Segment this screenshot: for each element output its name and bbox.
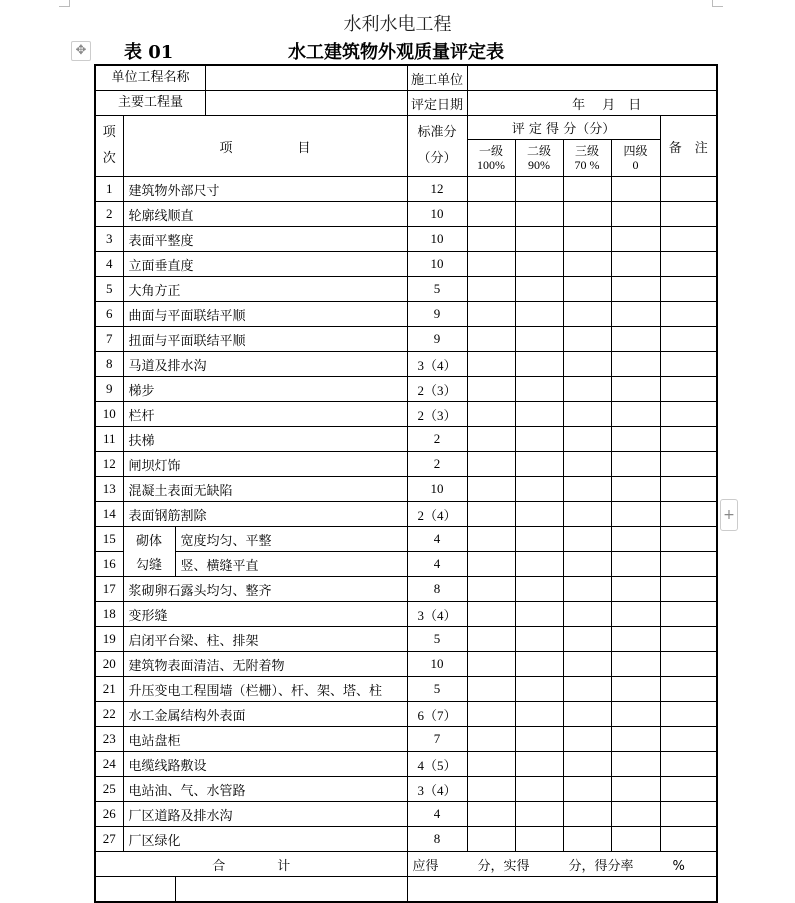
row-item: 水工金属结构外表面 xyxy=(123,702,407,727)
row-item: 表面钢筋割除 xyxy=(123,502,407,527)
score-cell-level-4[interactable] xyxy=(611,277,660,302)
table-row xyxy=(95,327,717,352)
score-cell-level-2[interactable] xyxy=(515,777,563,802)
table-row xyxy=(95,652,717,677)
col-header-level-4: 四级 0 xyxy=(611,140,660,177)
remarks-cell[interactable] xyxy=(660,677,717,702)
row-no: 10 xyxy=(95,402,123,427)
score-cell-level-1[interactable] xyxy=(467,452,515,477)
row-standard-score: 4 xyxy=(407,527,467,552)
score-cell-level-4[interactable] xyxy=(611,727,660,752)
document-title: 水工建筑物外观质量评定表 xyxy=(288,42,504,63)
add-column-button[interactable]: + xyxy=(720,499,738,531)
table-row xyxy=(95,752,717,777)
row-no: 23 xyxy=(95,727,123,752)
table-row xyxy=(95,277,717,302)
score-cell-level-4[interactable] xyxy=(611,577,660,602)
row-item: 栏杆 xyxy=(123,402,407,427)
score-cell-level-4[interactable] xyxy=(611,452,660,477)
score-cell-level-4[interactable] xyxy=(611,477,660,502)
row-group: 砌体 xyxy=(123,527,175,552)
score-cell-level-3[interactable] xyxy=(563,627,611,652)
score-cell-level-1[interactable] xyxy=(467,727,515,752)
page-corner-mark xyxy=(712,0,723,7)
date-label: 评定日期 xyxy=(407,91,467,116)
score-cell-level-3[interactable] xyxy=(563,352,611,377)
table-row xyxy=(95,452,717,477)
score-cell-level-3[interactable] xyxy=(563,327,611,352)
score-cell-level-2[interactable] xyxy=(515,302,563,327)
row-no: 6 xyxy=(95,302,123,327)
table-row xyxy=(95,627,717,652)
remarks-cell[interactable] xyxy=(660,602,717,627)
row-item: 梯步 xyxy=(123,377,407,402)
score-cell-level-4[interactable] xyxy=(611,327,660,352)
score-cell-level-4[interactable] xyxy=(611,627,660,652)
score-cell-level-1[interactable] xyxy=(467,202,515,227)
score-cell-level-2[interactable] xyxy=(515,402,563,427)
row-item: 大角方正 xyxy=(123,277,407,302)
score-cell-level-4[interactable] xyxy=(611,177,660,202)
remarks-cell[interactable] xyxy=(660,202,717,227)
table-row xyxy=(95,427,717,452)
row-standard-score: 3（4） xyxy=(407,602,467,627)
table-row xyxy=(95,827,717,852)
score-cell-level-1[interactable] xyxy=(467,477,515,502)
score-cell-level-2[interactable] xyxy=(515,352,563,377)
row-no: 24 xyxy=(95,752,123,777)
remarks-cell[interactable] xyxy=(660,752,717,777)
row-no: 5 xyxy=(95,277,123,302)
score-cell-level-1[interactable] xyxy=(467,752,515,777)
score-cell-level-4[interactable] xyxy=(611,302,660,327)
row-no: 26 xyxy=(95,802,123,827)
score-cell-level-1[interactable] xyxy=(467,427,515,452)
score-cell-level-3[interactable] xyxy=(563,227,611,252)
score-cell-level-3[interactable] xyxy=(563,677,611,702)
row-no: 15 xyxy=(95,527,123,552)
score-cell-level-2[interactable] xyxy=(515,377,563,402)
remarks-cell[interactable] xyxy=(660,702,717,727)
score-cell-level-4[interactable] xyxy=(611,602,660,627)
row-standard-score: 6（7） xyxy=(407,702,467,727)
score-cell-level-2[interactable] xyxy=(515,752,563,777)
score-cell-level-2[interactable] xyxy=(515,602,563,627)
table-row xyxy=(95,727,717,752)
score-cell-level-3[interactable] xyxy=(563,252,611,277)
score-cell-level-4[interactable] xyxy=(611,227,660,252)
row-item: 轮廓线顺直 xyxy=(123,202,407,227)
row-no: 12 xyxy=(95,452,123,477)
row-no: 8 xyxy=(95,352,123,377)
remarks-cell[interactable] xyxy=(660,377,717,402)
score-cell-level-4[interactable] xyxy=(611,527,660,552)
table-row xyxy=(95,552,717,577)
row-no: 14 xyxy=(95,502,123,527)
score-cell-level-4[interactable] xyxy=(611,802,660,827)
score-cell-level-3[interactable] xyxy=(563,577,611,602)
score-cell-level-4[interactable] xyxy=(611,502,660,527)
row-item: 建筑物表面清洁、无附着物 xyxy=(123,652,407,677)
row-standard-score: 7 xyxy=(407,727,467,752)
col-header-remarks: 备 注 xyxy=(660,116,717,177)
table-row xyxy=(95,352,717,377)
score-cell-level-2[interactable] xyxy=(515,577,563,602)
score-cell-level-1[interactable] xyxy=(467,827,515,852)
score-cell-level-3[interactable] xyxy=(563,527,611,552)
row-item: 扶梯 xyxy=(123,427,407,452)
table-row xyxy=(95,502,717,527)
row-item: 闸坝灯饰 xyxy=(123,452,407,477)
col-header-item: 项 目 xyxy=(123,116,407,177)
row-standard-score: 8 xyxy=(407,827,467,852)
row-no: 1 xyxy=(95,177,123,202)
table-row xyxy=(95,527,717,552)
row-no: 20 xyxy=(95,652,123,677)
row-no: 22 xyxy=(95,702,123,727)
row-item: 扭面与平面联结平顺 xyxy=(123,327,407,352)
score-cell-level-1[interactable] xyxy=(467,627,515,652)
score-cell-level-2[interactable] xyxy=(515,452,563,477)
score-cell-level-2[interactable] xyxy=(515,327,563,352)
table-move-handle-icon[interactable]: ✥ xyxy=(71,41,91,61)
score-cell-level-3[interactable] xyxy=(563,802,611,827)
row-item: 马道及排水沟 xyxy=(123,352,407,377)
score-cell-level-4[interactable] xyxy=(611,402,660,427)
row-item: 立面垂直度 xyxy=(123,252,407,277)
score-cell-level-1[interactable] xyxy=(467,802,515,827)
score-cell-level-2[interactable] xyxy=(515,427,563,452)
score-cell-level-3[interactable] xyxy=(563,552,611,577)
row-item: 电站油、气、水管路 xyxy=(123,777,407,802)
score-cell-level-2[interactable] xyxy=(515,677,563,702)
row-no: 17 xyxy=(95,577,123,602)
score-cell-level-4[interactable] xyxy=(611,777,660,802)
main-quantity-row xyxy=(95,91,407,116)
score-cell-level-4[interactable] xyxy=(611,752,660,777)
remarks-cell[interactable] xyxy=(660,552,717,577)
row-item: 启闭平台梁、柱、排架 xyxy=(123,627,407,652)
contractor-value[interactable] xyxy=(467,65,717,91)
col-header-standard: 标准分 （分） xyxy=(407,116,467,177)
col-header-score-group: 评 定 得 分（分） xyxy=(467,116,660,140)
remarks-cell[interactable] xyxy=(660,502,717,527)
col-header-level-2: 二级 90% xyxy=(515,140,563,177)
row-item: 混凝土表面无缺陷 xyxy=(123,477,407,502)
score-cell-level-2[interactable] xyxy=(515,502,563,527)
main-quantity-label: 主要工程量 xyxy=(96,91,206,115)
score-cell-level-2[interactable] xyxy=(515,552,563,577)
row-standard-score: 2 xyxy=(407,452,467,477)
table-row xyxy=(95,402,717,427)
row-standard-score: 4 xyxy=(407,552,467,577)
score-cell-level-1[interactable] xyxy=(467,777,515,802)
row-standard-score: 10 xyxy=(407,477,467,502)
assessment-table xyxy=(94,64,718,903)
score-cell-level-4[interactable] xyxy=(611,702,660,727)
score-cell-level-2[interactable] xyxy=(515,477,563,502)
score-cell-level-2[interactable] xyxy=(515,627,563,652)
row-standard-score: 2 xyxy=(407,427,467,452)
score-cell-level-3[interactable] xyxy=(563,277,611,302)
score-cell-level-4[interactable] xyxy=(611,352,660,377)
table-row xyxy=(95,477,717,502)
score-cell-level-2[interactable] xyxy=(515,527,563,552)
table-row xyxy=(95,227,717,252)
score-cell-level-2[interactable] xyxy=(515,252,563,277)
score-cell-level-2[interactable] xyxy=(515,227,563,252)
remarks-cell[interactable] xyxy=(660,352,717,377)
score-cell-level-3[interactable] xyxy=(563,177,611,202)
score-cell-level-3[interactable] xyxy=(563,202,611,227)
remarks-cell[interactable] xyxy=(660,452,717,477)
table-row xyxy=(95,577,717,602)
row-standard-score: 5 xyxy=(407,677,467,702)
score-cell-level-1[interactable] xyxy=(467,277,515,302)
score-cell-level-1[interactable] xyxy=(467,602,515,627)
score-cell-level-3[interactable] xyxy=(563,752,611,777)
row-standard-score: 10 xyxy=(407,652,467,677)
table-row xyxy=(95,677,717,702)
total-label: 合 计 xyxy=(95,852,407,877)
remarks-cell[interactable] xyxy=(660,427,717,452)
row-no: 19 xyxy=(95,627,123,652)
score-cell-level-1[interactable] xyxy=(467,177,515,202)
row-no: 25 xyxy=(95,777,123,802)
remarks-cell[interactable] xyxy=(660,252,717,277)
remarks-cell[interactable] xyxy=(660,327,717,352)
row-standard-score: 4 xyxy=(407,802,467,827)
remarks-cell[interactable] xyxy=(660,302,717,327)
unit-project-label: 单位工程名称 xyxy=(96,66,206,90)
score-cell-level-2[interactable] xyxy=(515,802,563,827)
remarks-cell[interactable] xyxy=(660,227,717,252)
score-cell-level-1[interactable] xyxy=(467,352,515,377)
row-item: 电站盘柜 xyxy=(123,727,407,752)
row-standard-score: 3（4） xyxy=(407,352,467,377)
remarks-cell[interactable] xyxy=(660,777,717,802)
table-row xyxy=(95,702,717,727)
table-number: 表 01 xyxy=(124,42,174,63)
remarks-cell[interactable] xyxy=(660,627,717,652)
row-standard-score: 10 xyxy=(407,252,467,277)
row-standard-score: 5 xyxy=(407,627,467,652)
score-cell-level-1[interactable] xyxy=(467,227,515,252)
remarks-cell[interactable] xyxy=(660,652,717,677)
page-corner-mark xyxy=(59,0,70,7)
row-item: 厂区绿化 xyxy=(123,827,407,852)
table-row xyxy=(95,302,717,327)
row-item: 表面平整度 xyxy=(123,227,407,252)
score-cell-level-4[interactable] xyxy=(611,827,660,852)
score-cell-level-3[interactable] xyxy=(563,452,611,477)
date-value[interactable]: 年 月 日 xyxy=(467,91,717,116)
row-item: 厂区道路及排水沟 xyxy=(123,802,407,827)
remarks-cell[interactable] xyxy=(660,727,717,752)
row-standard-score: 10 xyxy=(407,202,467,227)
remarks-cell[interactable] xyxy=(660,177,717,202)
score-cell-level-1[interactable] xyxy=(467,377,515,402)
remarks-cell[interactable] xyxy=(660,402,717,427)
total-summary: 应得 分，实得 分，得分率 % xyxy=(407,852,717,877)
contractor-label: 施工单位 xyxy=(407,65,467,91)
row-item: 变形缝 xyxy=(123,602,407,627)
score-cell-level-1[interactable] xyxy=(467,252,515,277)
row-standard-score: 4（5） xyxy=(407,752,467,777)
table-row xyxy=(95,777,717,802)
row-item: 宽度均匀、平整 xyxy=(175,527,407,552)
score-cell-level-3[interactable] xyxy=(563,427,611,452)
score-cell-level-4[interactable] xyxy=(611,202,660,227)
score-cell-level-2[interactable] xyxy=(515,652,563,677)
score-cell-level-3[interactable] xyxy=(563,602,611,627)
col-header-level-1: 一级 100% xyxy=(467,140,515,177)
score-cell-level-3[interactable] xyxy=(563,727,611,752)
row-standard-score: 9 xyxy=(407,302,467,327)
score-cell-level-3[interactable] xyxy=(563,777,611,802)
score-cell-level-3[interactable] xyxy=(563,702,611,727)
row-no: 4 xyxy=(95,252,123,277)
score-cell-level-1[interactable] xyxy=(467,552,515,577)
score-cell-level-3[interactable] xyxy=(563,502,611,527)
empty-cell xyxy=(407,877,717,903)
row-standard-score: 9 xyxy=(407,327,467,352)
table-row xyxy=(95,177,717,202)
page-header: 水利水电工程 xyxy=(343,14,452,35)
table-row xyxy=(95,202,717,227)
row-item: 竖、横缝平直 xyxy=(175,552,407,577)
score-cell-level-2[interactable] xyxy=(515,702,563,727)
score-cell-level-1[interactable] xyxy=(467,327,515,352)
table-row xyxy=(95,877,717,903)
remarks-cell[interactable] xyxy=(660,577,717,602)
score-cell-level-1[interactable] xyxy=(467,577,515,602)
row-no: 11 xyxy=(95,427,123,452)
score-cell-level-2[interactable] xyxy=(515,177,563,202)
remarks-cell[interactable] xyxy=(660,277,717,302)
remarks-cell[interactable] xyxy=(660,827,717,852)
score-cell-level-3[interactable] xyxy=(563,652,611,677)
row-standard-score: 2（4） xyxy=(407,502,467,527)
row-no: 21 xyxy=(95,677,123,702)
score-cell-level-4[interactable] xyxy=(611,252,660,277)
row-standard-score: 5 xyxy=(407,277,467,302)
score-cell-level-3[interactable] xyxy=(563,827,611,852)
row-no: 13 xyxy=(95,477,123,502)
table-row xyxy=(95,602,717,627)
score-cell-level-1[interactable] xyxy=(467,527,515,552)
score-cell-level-4[interactable] xyxy=(611,377,660,402)
score-cell-level-3[interactable] xyxy=(563,402,611,427)
row-no: 3 xyxy=(95,227,123,252)
score-cell-level-2[interactable] xyxy=(515,277,563,302)
score-cell-level-1[interactable] xyxy=(467,652,515,677)
row-group: 勾缝 xyxy=(123,552,175,577)
table-row xyxy=(95,802,717,827)
col-header-no: 项 次 xyxy=(95,116,123,177)
row-standard-score: 2（3） xyxy=(407,377,467,402)
row-item: 建筑物外部尺寸 xyxy=(123,177,407,202)
row-item: 电缆线路敷设 xyxy=(123,752,407,777)
score-cell-level-2[interactable] xyxy=(515,202,563,227)
row-standard-score: 3（4） xyxy=(407,777,467,802)
row-no: 18 xyxy=(95,602,123,627)
empty-cell xyxy=(175,877,407,903)
score-cell-level-3[interactable] xyxy=(563,377,611,402)
score-cell-level-4[interactable] xyxy=(611,677,660,702)
row-standard-score: 12 xyxy=(407,177,467,202)
remarks-cell[interactable] xyxy=(660,527,717,552)
col-header-level-3: 三级 70 % xyxy=(563,140,611,177)
row-no: 9 xyxy=(95,377,123,402)
row-item: 浆砌卵石露头均匀、整齐 xyxy=(123,577,407,602)
score-cell-level-2[interactable] xyxy=(515,827,563,852)
unit-project-row xyxy=(95,65,407,91)
row-no: 2 xyxy=(95,202,123,227)
score-cell-level-1[interactable] xyxy=(467,702,515,727)
row-standard-score: 10 xyxy=(407,227,467,252)
row-no: 16 xyxy=(95,552,123,577)
score-cell-level-3[interactable] xyxy=(563,302,611,327)
row-no: 7 xyxy=(95,327,123,352)
empty-cell xyxy=(95,877,175,903)
score-cell-level-4[interactable] xyxy=(611,427,660,452)
table-row xyxy=(95,252,717,277)
score-cell-level-4[interactable] xyxy=(611,652,660,677)
score-cell-level-1[interactable] xyxy=(467,677,515,702)
score-cell-level-3[interactable] xyxy=(563,477,611,502)
score-cell-level-2[interactable] xyxy=(515,727,563,752)
remarks-cell[interactable] xyxy=(660,477,717,502)
table-row xyxy=(95,377,717,402)
score-cell-level-1[interactable] xyxy=(467,302,515,327)
row-standard-score: 2（3） xyxy=(407,402,467,427)
row-standard-score: 8 xyxy=(407,577,467,602)
row-no: 27 xyxy=(95,827,123,852)
score-cell-level-1[interactable] xyxy=(467,502,515,527)
row-item: 升压变电工程围墙（栏栅）、杆、架、塔、柱 xyxy=(123,677,407,702)
score-cell-level-4[interactable] xyxy=(611,552,660,577)
row-item: 曲面与平面联结平顺 xyxy=(123,302,407,327)
score-cell-level-1[interactable] xyxy=(467,402,515,427)
remarks-cell[interactable] xyxy=(660,802,717,827)
